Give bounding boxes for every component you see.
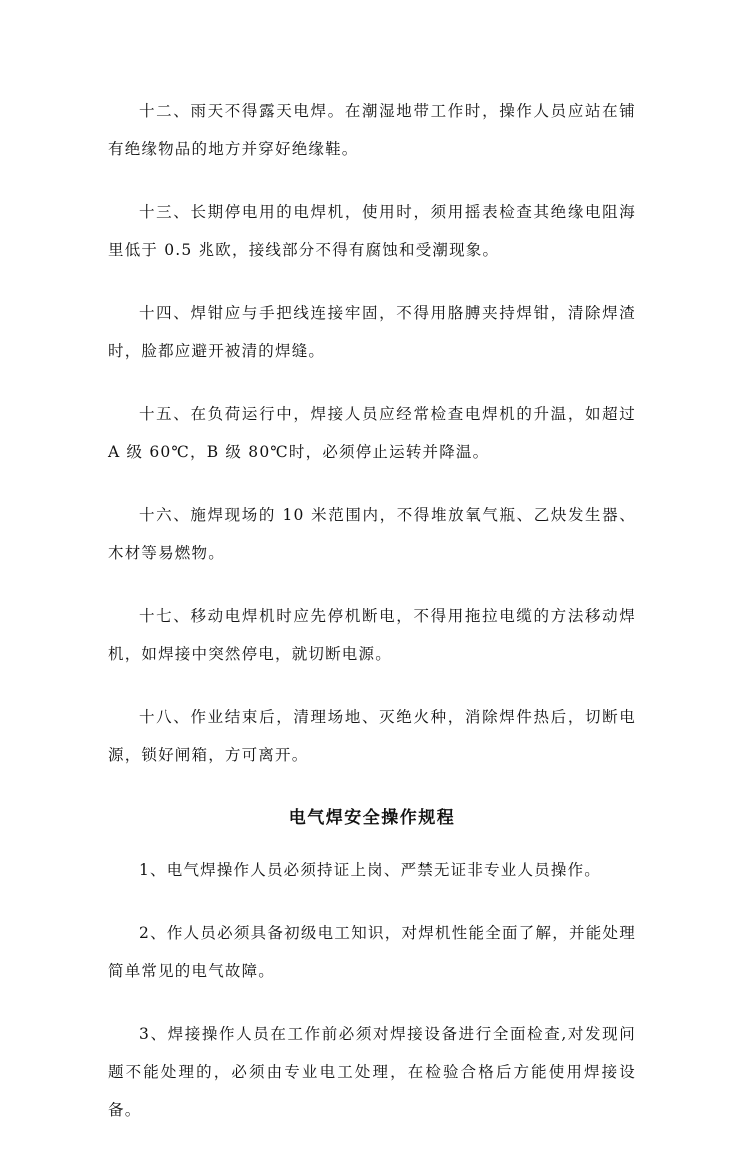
section-title: 电气焊安全操作规程 xyxy=(288,808,456,828)
rule-paragraph-17: 十七、移动电焊机时应先停机断电，不得用拖拉电缆的方法移动焊机，如焊接中突然停电，就切断电源。 xyxy=(108,607,636,663)
rule-paragraph-16: 十六、施焊现场的 10 米范围内，不得堆放氧气瓶、乙炔发生器、木材等易燃物。 xyxy=(108,506,636,562)
rule-paragraph-13: 十三、长期停电用的电焊机，使用时，须用摇表检查其绝缘电阻海里低于 0.5 兆欧，接线部分不得有腐蚀和受潮现象。 xyxy=(108,203,636,259)
rule-paragraph-14: 十四、焊钳应与手把线连接牢固，不得用胳膊夹持焊钳，清除焊渣时，脸都应避开被清的焊缝。 xyxy=(108,304,636,360)
document-body xyxy=(108,92,636,1154)
rule-paragraph-12: 十二、雨天不得露天电焊。在潮湿地带工作时，操作人员应站在铺有绝缘物品的地方并穿好绝缘鞋。 xyxy=(108,102,636,158)
procedure-item-3: 3、焊接操作人员在工作前必须对焊接设备进行全面检查,对发现问题不能处理的，必须由专业电工处理，在检验合格后方能使用焊接设备。 xyxy=(108,1025,636,1119)
procedure-item-1: 1、电气焊操作人员必须持证上岗、严禁无证非专业人员操作。 xyxy=(139,861,601,879)
rule-paragraph-18: 十八、作业结束后，清理场地、灭绝火种，消除焊件热后，切断电源，锁好闸箱，方可离开。 xyxy=(108,708,636,764)
procedure-item-2: 2、作人员必须具备初级电工知识，对焊机性能全面了解，并能处理简单常见的电气故障。 xyxy=(108,924,636,980)
rule-paragraph-15: 十五、在负荷运行中，焊接人员应经常检查电焊机的升温，如超过 A 级 60℃，B 级 80℃时，必须停止运转并降温。 xyxy=(108,405,636,461)
